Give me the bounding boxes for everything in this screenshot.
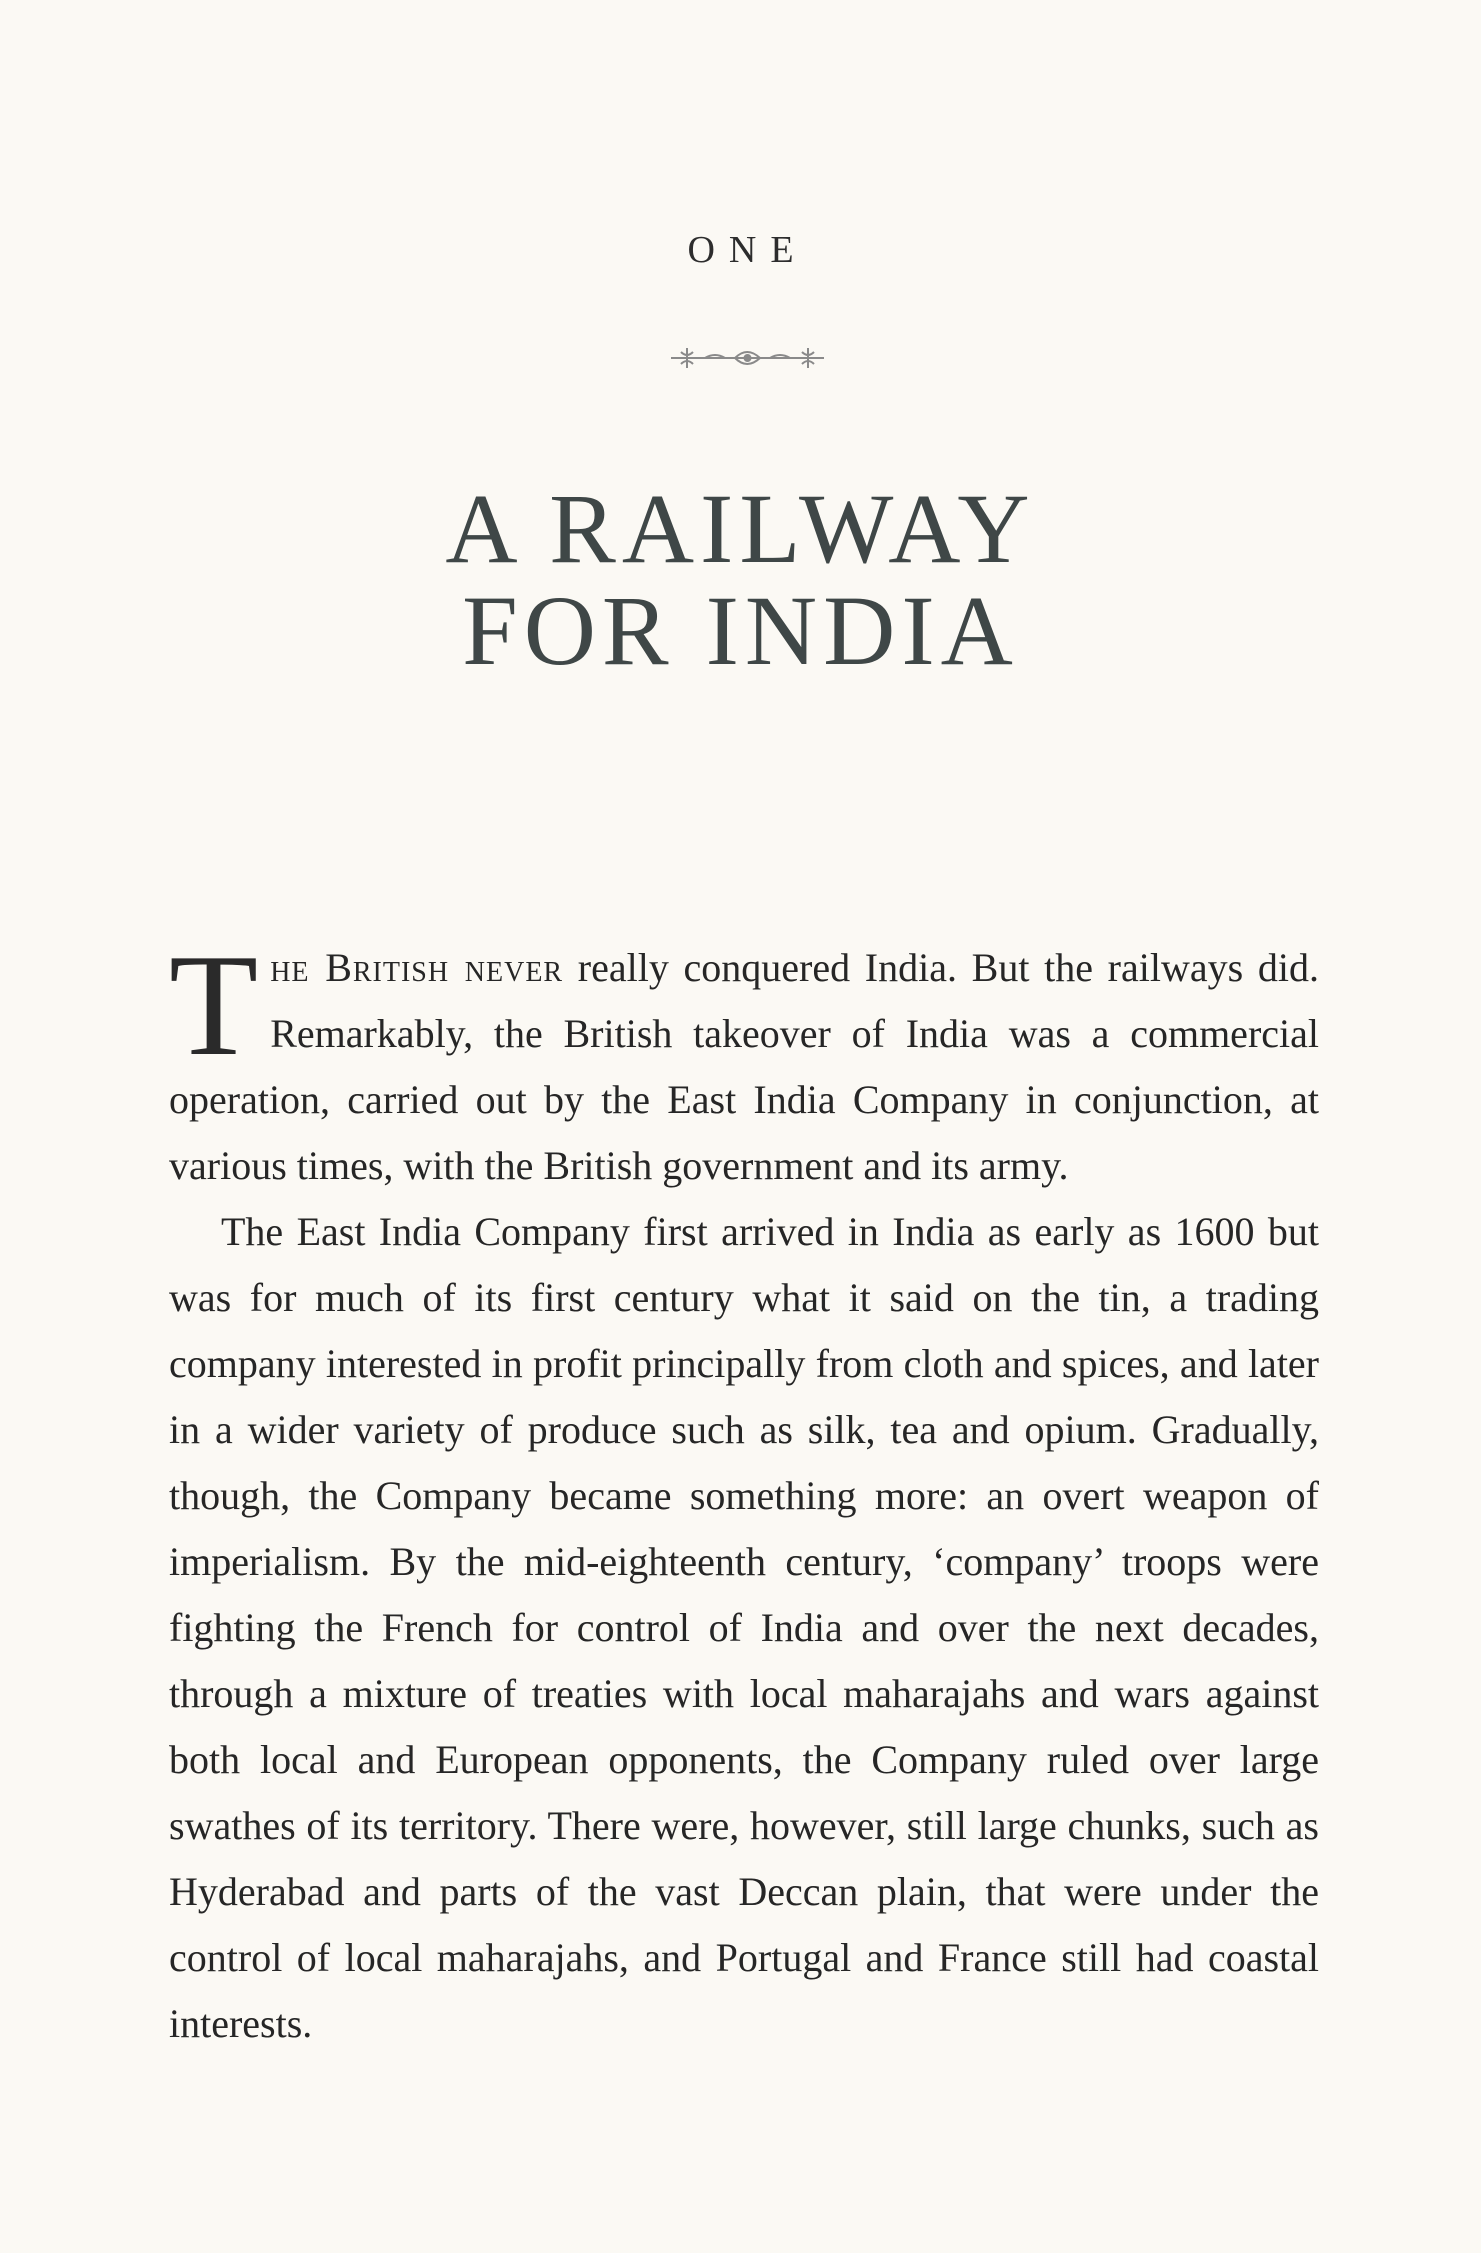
opening-small-caps: he British never	[270, 945, 564, 990]
chapter-title-line-1: A RAILWAY	[445, 473, 1036, 584]
chapter-number: ONE	[687, 229, 808, 271]
chapter-title-line-2: FOR INDIA	[462, 575, 1019, 686]
paragraph-2: The East India Company first arrived in India as early as 1600 but was for much of its first century what it said on the tin, a trading company interested in profit principally from cloth and spices, and later in a wider variety of produce such as silk, tea and opium. Gradually, though, the Company became something more: an overt weapon of imperialism. By the mid-eighteenth century, ‘company’ troops were fighting the French for control of India and over the next decades, through a mixture of treaties with local maharajahs and wars against both local and European opponents, the Company ruled over large swathes of its territory. There were, however, still large chunks, such as Hyderabad and parts of the vast Deccan plain, that were under the control of local maharajahs, and Portugal and France still had coastal interests.	[169, 1209, 1319, 2046]
fleuron-ornament-icon	[665, 340, 830, 376]
drop-cap: T	[169, 924, 259, 1086]
paragraph-1	[169, 924, 1319, 1199]
body-text	[169, 924, 1319, 2057]
paragraph-1-text: really conquered India. But the railways did. Remarkably, the British takeover of India was a commercial operation, carried out by the East India Company in conjunction, at various times, with the British government and its army.	[169, 945, 1319, 1188]
chapter-title	[0, 473, 1481, 686]
